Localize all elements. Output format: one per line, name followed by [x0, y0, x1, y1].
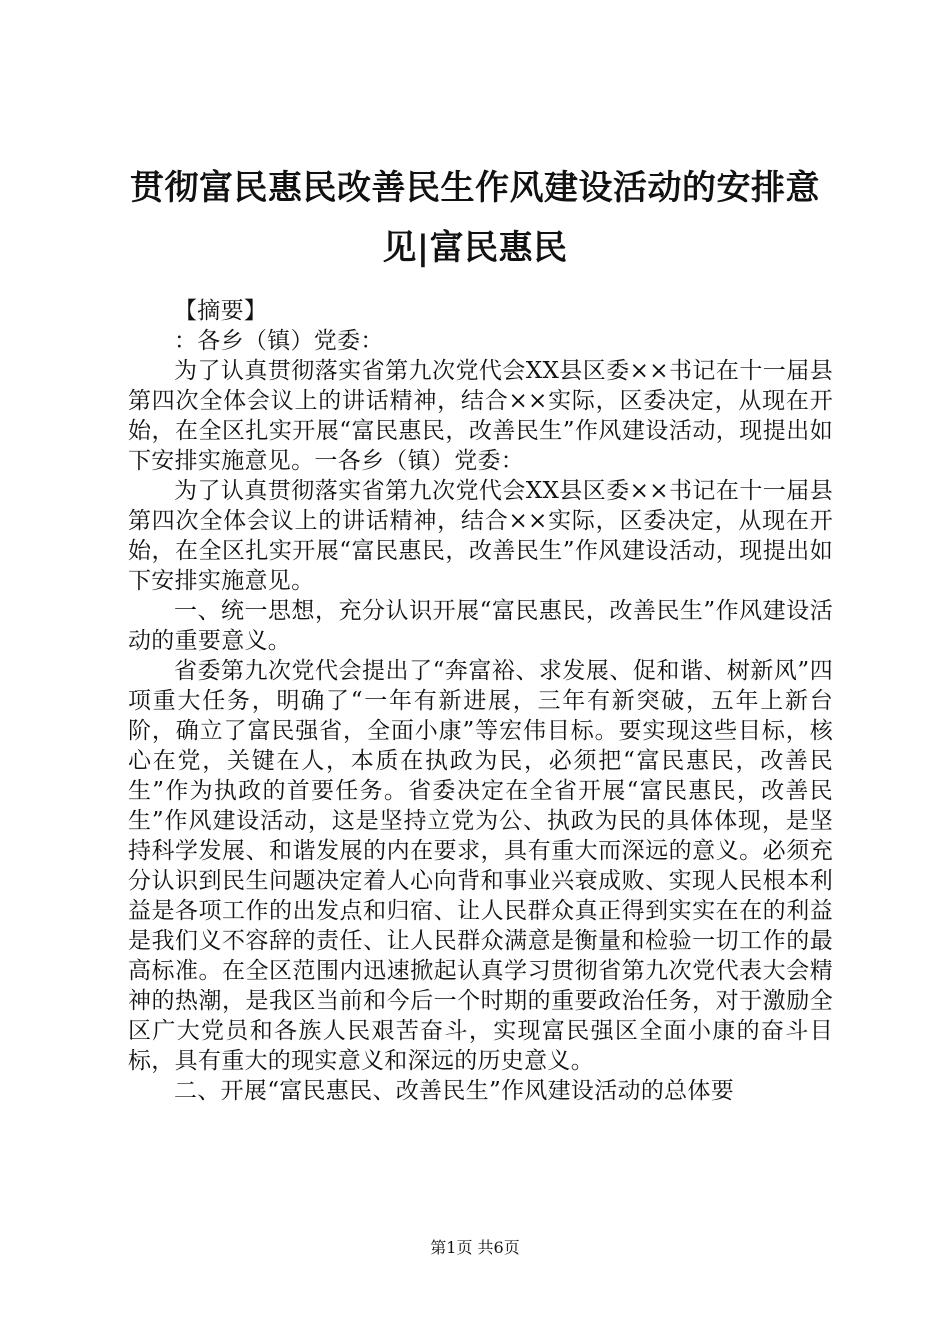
section-heading-1: 一、统一思想，充分认识开展“富民惠民，改善民生”作风建设活动的重要意义。: [128, 598, 833, 654]
title-line-1: 贯彻富民惠民改善民生作风建设活动的安排意: [130, 168, 820, 208]
document-title: [110, 158, 840, 278]
document-body: [128, 296, 833, 1106]
title-line-2: 见|富民惠民: [382, 228, 568, 268]
section-heading-2: 二、开展“富民惠民、改善民生”作风建设活动的总体要: [174, 1078, 735, 1104]
body-paragraph: 省委第九次党代会提出了“奔富裕、求发展、促和谐、树新风”四项重大任务，明确了“一年有新进展，三年有新突破，五年上新台阶，确立了富民强省，全面小康”等宏伟目标。要实现这些目标，核心在党，关键在人，本质在执政为民，必须把“富民惠民，改善民生”作为执政的首要任务。省委决定在全省开展“富民惠民，改善民生”作风建设活动，这是坚持立党为公、执政为民的具体体现，是坚持科学发展、和谐发展的内在要求，具有重大而深远的意义。必须充分认识到民生问题决定着人心向背和事业兴衰成败、实现人民根本利益是各项工作的出发点和归宿、让人民群众真正得到实实在在的利益是我们义不容辞的责任、让人民群众满意是衡量和检验一切工作的最高标准。在全区范围内迅速掀起认真学习贯彻省第九次党代表大会精神的热潮，是我区当前和今后一个时期的重要政治任务，对于激励全区广大党员和各族人民艰苦奋斗，实现富民强区全面小康的奋斗目标，具有重大的现实意义和深远的历史意义。: [128, 658, 833, 1074]
page-number: 第1页 共6页: [430, 1238, 520, 1257]
body-paragraph: 为了认真贯彻落实省第九次党代会XX县区委××书记在十一届县第四次全体会议上的讲话精神，结合××实际，区委决定，从现在开始，在全区扎实开展“富民惠民，改善民生”作风建设活动，现提出如下安排实施意见。: [128, 478, 833, 594]
abstract-heading: 【摘要】: [174, 298, 268, 324]
salutation: ：各乡（镇）党委：: [174, 328, 384, 354]
body-paragraph: 为了认真贯彻落实省第九次党代会XX县区委××书记在十一届县第四次全体会议上的讲话精神，结合××实际，区委决定，从现在开始，在全区扎实开展“富民惠民，改善民生”作风建设活动，现提出如下安排实施意见。一各乡（镇）党委：: [128, 358, 833, 474]
